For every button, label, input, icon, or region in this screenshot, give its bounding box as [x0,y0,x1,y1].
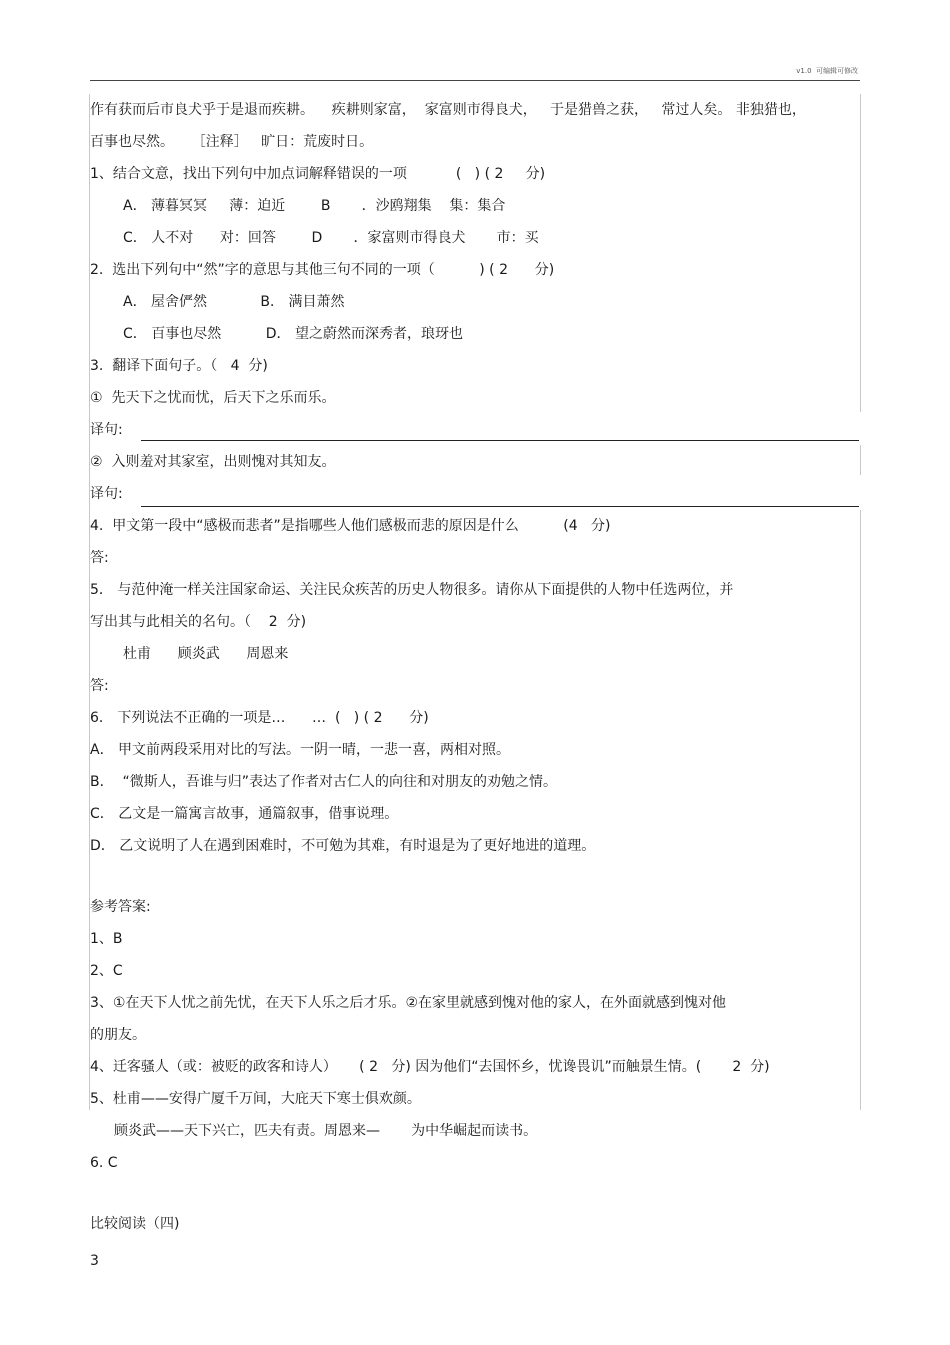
text-line: 作有获而后市良犬乎于是退而疾耕。 疾耕则家富， 家富则市得良犬， 于是猎兽之获， 常过人矣。 非独猎也， [90,102,806,118]
text-line: 百事也尽然。 ［注释］ 旷日：荒废时日。 [90,134,374,150]
answer-label: 答: [90,678,109,694]
option-line: A． 甲文前两段采用对比的写法。一阴一晴，一悲一喜，两相对照。 [90,742,511,758]
option-line: A． 薄暮冥冥 薄：迫近 B ．沙鸥翔集 集：集合 [123,198,506,214]
answer-line: 1、B [90,931,123,947]
header-rule [90,80,860,81]
option-line: D． 乙文说明了人在遇到困难时，不可勉为其难，有时退是为了更好地进的道理。 [90,838,596,854]
option-line: C． 乙文是一篇寓言故事，通篇叙事，借事说理。 [90,806,399,822]
answer-line: 2、C [90,963,123,979]
answer-line: 顾炎武——天下兴亡，匹夫有责。周恩来— 为中华崛起而读书。 [114,1123,538,1139]
question-2: 2. 选出下列句中“然”字的意思与其他三句不同的一项（ ) ( 2 分) [90,262,555,278]
option-line: C． 百事也尽然 D． 望之蔚然而深秀者，琅玡也 [123,326,463,342]
answer-line: 5、杜甫——安得广厦千万间，大庇天下寒士俱欢颜。 [90,1091,421,1107]
question-6: 6． 下列说法不正确的一项是… … ( ) ( 2 分) [90,710,429,726]
option-line: B． “微斯人，吾谁与归”表达了作者对古仁人的向往和对朋友的劝勉之情。 [90,774,558,790]
answers-heading: 参考答案: [90,899,151,915]
question-5: 5． 与范仲淹一样关注国家命运、关注民众疾苦的历史人物很多。请你从下面提供的人物中任选两位，并 [90,582,734,598]
answer-line: 6. C [90,1155,118,1171]
text-line: ① 先天下之忧而忧，后天下之乐而乐。 [90,390,336,406]
option-line: C． 人不对 对：回答 D ．家富则市得良犬 市：买 [123,230,539,246]
translation-blank-1 [141,440,859,441]
answer-line: 的朋友。 [90,1027,146,1043]
translation-blank-2 [141,506,859,507]
right-margin-line [860,445,861,475]
answer-line: 3、①在天下人忧之前先忧，在天下人乐之后才乐。②在家里就感到愧对他的家人，在外面就感到愧对他 [90,995,727,1011]
right-margin-line [860,510,861,1110]
section-title: 比较阅读（四) [90,1216,180,1232]
right-margin-line [860,94,861,412]
page-header: v1.0 可编辑可修改 [796,67,858,75]
option-line: A． 屋舍俨然 B． 满目萧然 [123,294,345,310]
text-line: ② 入则羞对其家室，出则愧对其知友。 [90,454,336,470]
question-1: 1、结合文意，找出下列句中加点词解释错误的一项 ( ) ( 2 分) [90,166,546,182]
page-number: 3 [90,1253,99,1269]
text-line: 杜甫 顾炎武 周恩来 [123,646,289,662]
question-3: 3. 翻译下面句子。（ 4 分) [90,358,268,374]
text-line: 写出其与此相关的名句。（ 2 分) [90,614,307,630]
question-4: 4. 甲文第一段中“感极而悲者”是指哪些人他们感极而悲的原因是什么 (4 分) [90,518,611,534]
answer-label: 答: [90,550,109,566]
translation-label: 译句: [90,486,123,502]
left-margin-line [89,94,90,1110]
translation-label: 译句: [90,422,123,438]
answer-line: 4、迁客骚人（或：被贬的政客和诗人） ( 2 分) 因为他们“去国怀乡，忧谗畏讥”而触景生情。( 2 分) [90,1059,770,1075]
